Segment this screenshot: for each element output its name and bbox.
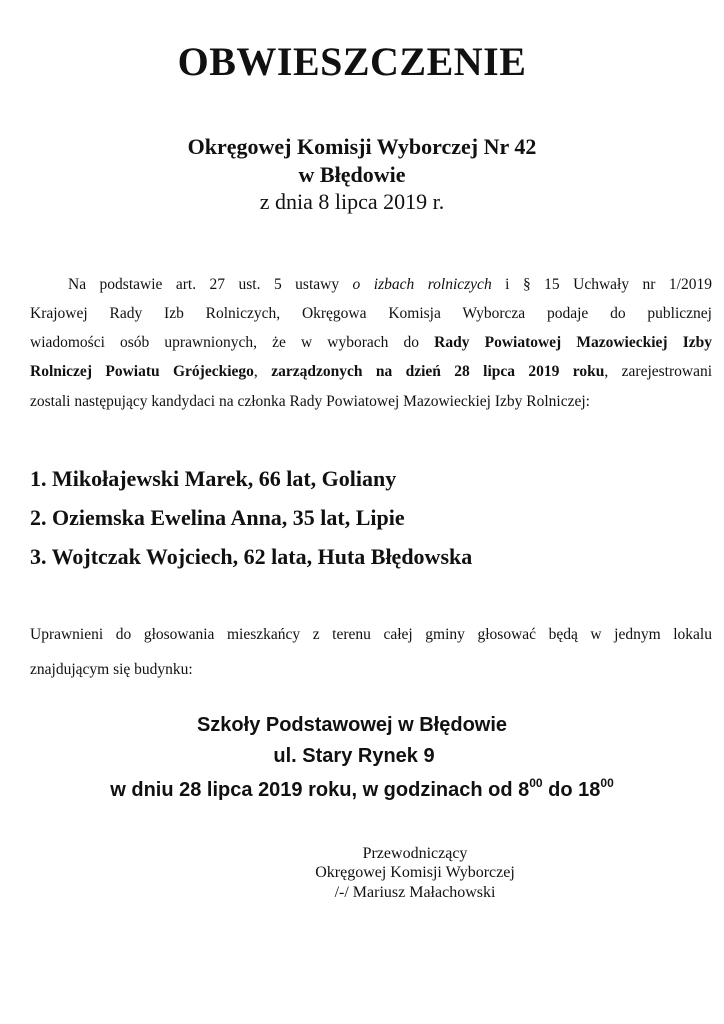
election-date: zarządzonych na dzień 28 lipca 2019 roku bbox=[271, 363, 605, 380]
polling-time bbox=[0, 776, 724, 802]
intro-line bbox=[30, 334, 712, 352]
signature-name: /-/ Mariusz Małachowski bbox=[334, 884, 496, 901]
document-date: z dnia 8 lipca 2019 r. bbox=[259, 189, 445, 214]
document-title: OBWIESZCZENIE bbox=[177, 39, 527, 84]
committee-name: Okręgowej Komisji Wyborczej Nr 42 bbox=[187, 134, 537, 159]
signature-role: Przewodniczący bbox=[362, 845, 468, 862]
text: i § 15 Uchwały nr 1/2019 bbox=[491, 276, 712, 293]
intro-line: Krajowej Rady Izb Rolniczych, Okręgowa Komisja Wyborcza podaje do publicznej bbox=[30, 305, 712, 322]
polling-place: Szkoły Podstawowej w Błędowie bbox=[196, 714, 508, 736]
voting-line: znajdującym się budynku: bbox=[30, 661, 193, 678]
minutes: 00 bbox=[600, 776, 614, 790]
voting-line: Uprawnieni do głosowania mieszkańcy z terenu całej gminy głosować będą w jednym lokalu bbox=[30, 626, 712, 643]
candidate-item: 1. Mikołajewski Marek, 66 lat, Goliany bbox=[30, 466, 397, 491]
text: , zarejestrowani bbox=[604, 363, 713, 380]
polling-address: ul. Stary Rynek 9 bbox=[273, 745, 435, 767]
text: do 18 bbox=[542, 779, 601, 801]
text: wiadomości osób uprawnionych, że w wyborach do bbox=[30, 334, 435, 351]
intro-line bbox=[30, 363, 712, 381]
committee-location: w Błędowie bbox=[298, 162, 406, 187]
intro-line bbox=[68, 276, 712, 294]
minutes: 00 bbox=[529, 776, 543, 790]
signature-body: Okręgowej Komisji Wyborczej bbox=[315, 864, 515, 881]
text: w dniu 28 lipca 2019 roku, w godzinach od 8 bbox=[110, 779, 530, 801]
candidate-item: 3. Wojtczak Wojciech, 62 lata, Huta Błędowska bbox=[30, 544, 473, 569]
council-name: Rolniczej Powiatu Grójeckiego bbox=[30, 363, 254, 380]
text: , bbox=[253, 363, 272, 380]
candidate-item: 2. Oziemska Ewelina Anna, 35 lat, Lipie bbox=[30, 505, 405, 530]
act-title: o izbach rolniczych bbox=[352, 276, 492, 293]
council-name: Rady Powiatowej Mazowieckiej Izby bbox=[434, 334, 712, 351]
text: Na podstawie art. 27 ust. 5 ustawy bbox=[68, 276, 353, 293]
intro-line: zostali następujący kandydaci na członka Rady Powiatowej Mazowieckiej Izby Rolniczej: bbox=[30, 393, 590, 410]
